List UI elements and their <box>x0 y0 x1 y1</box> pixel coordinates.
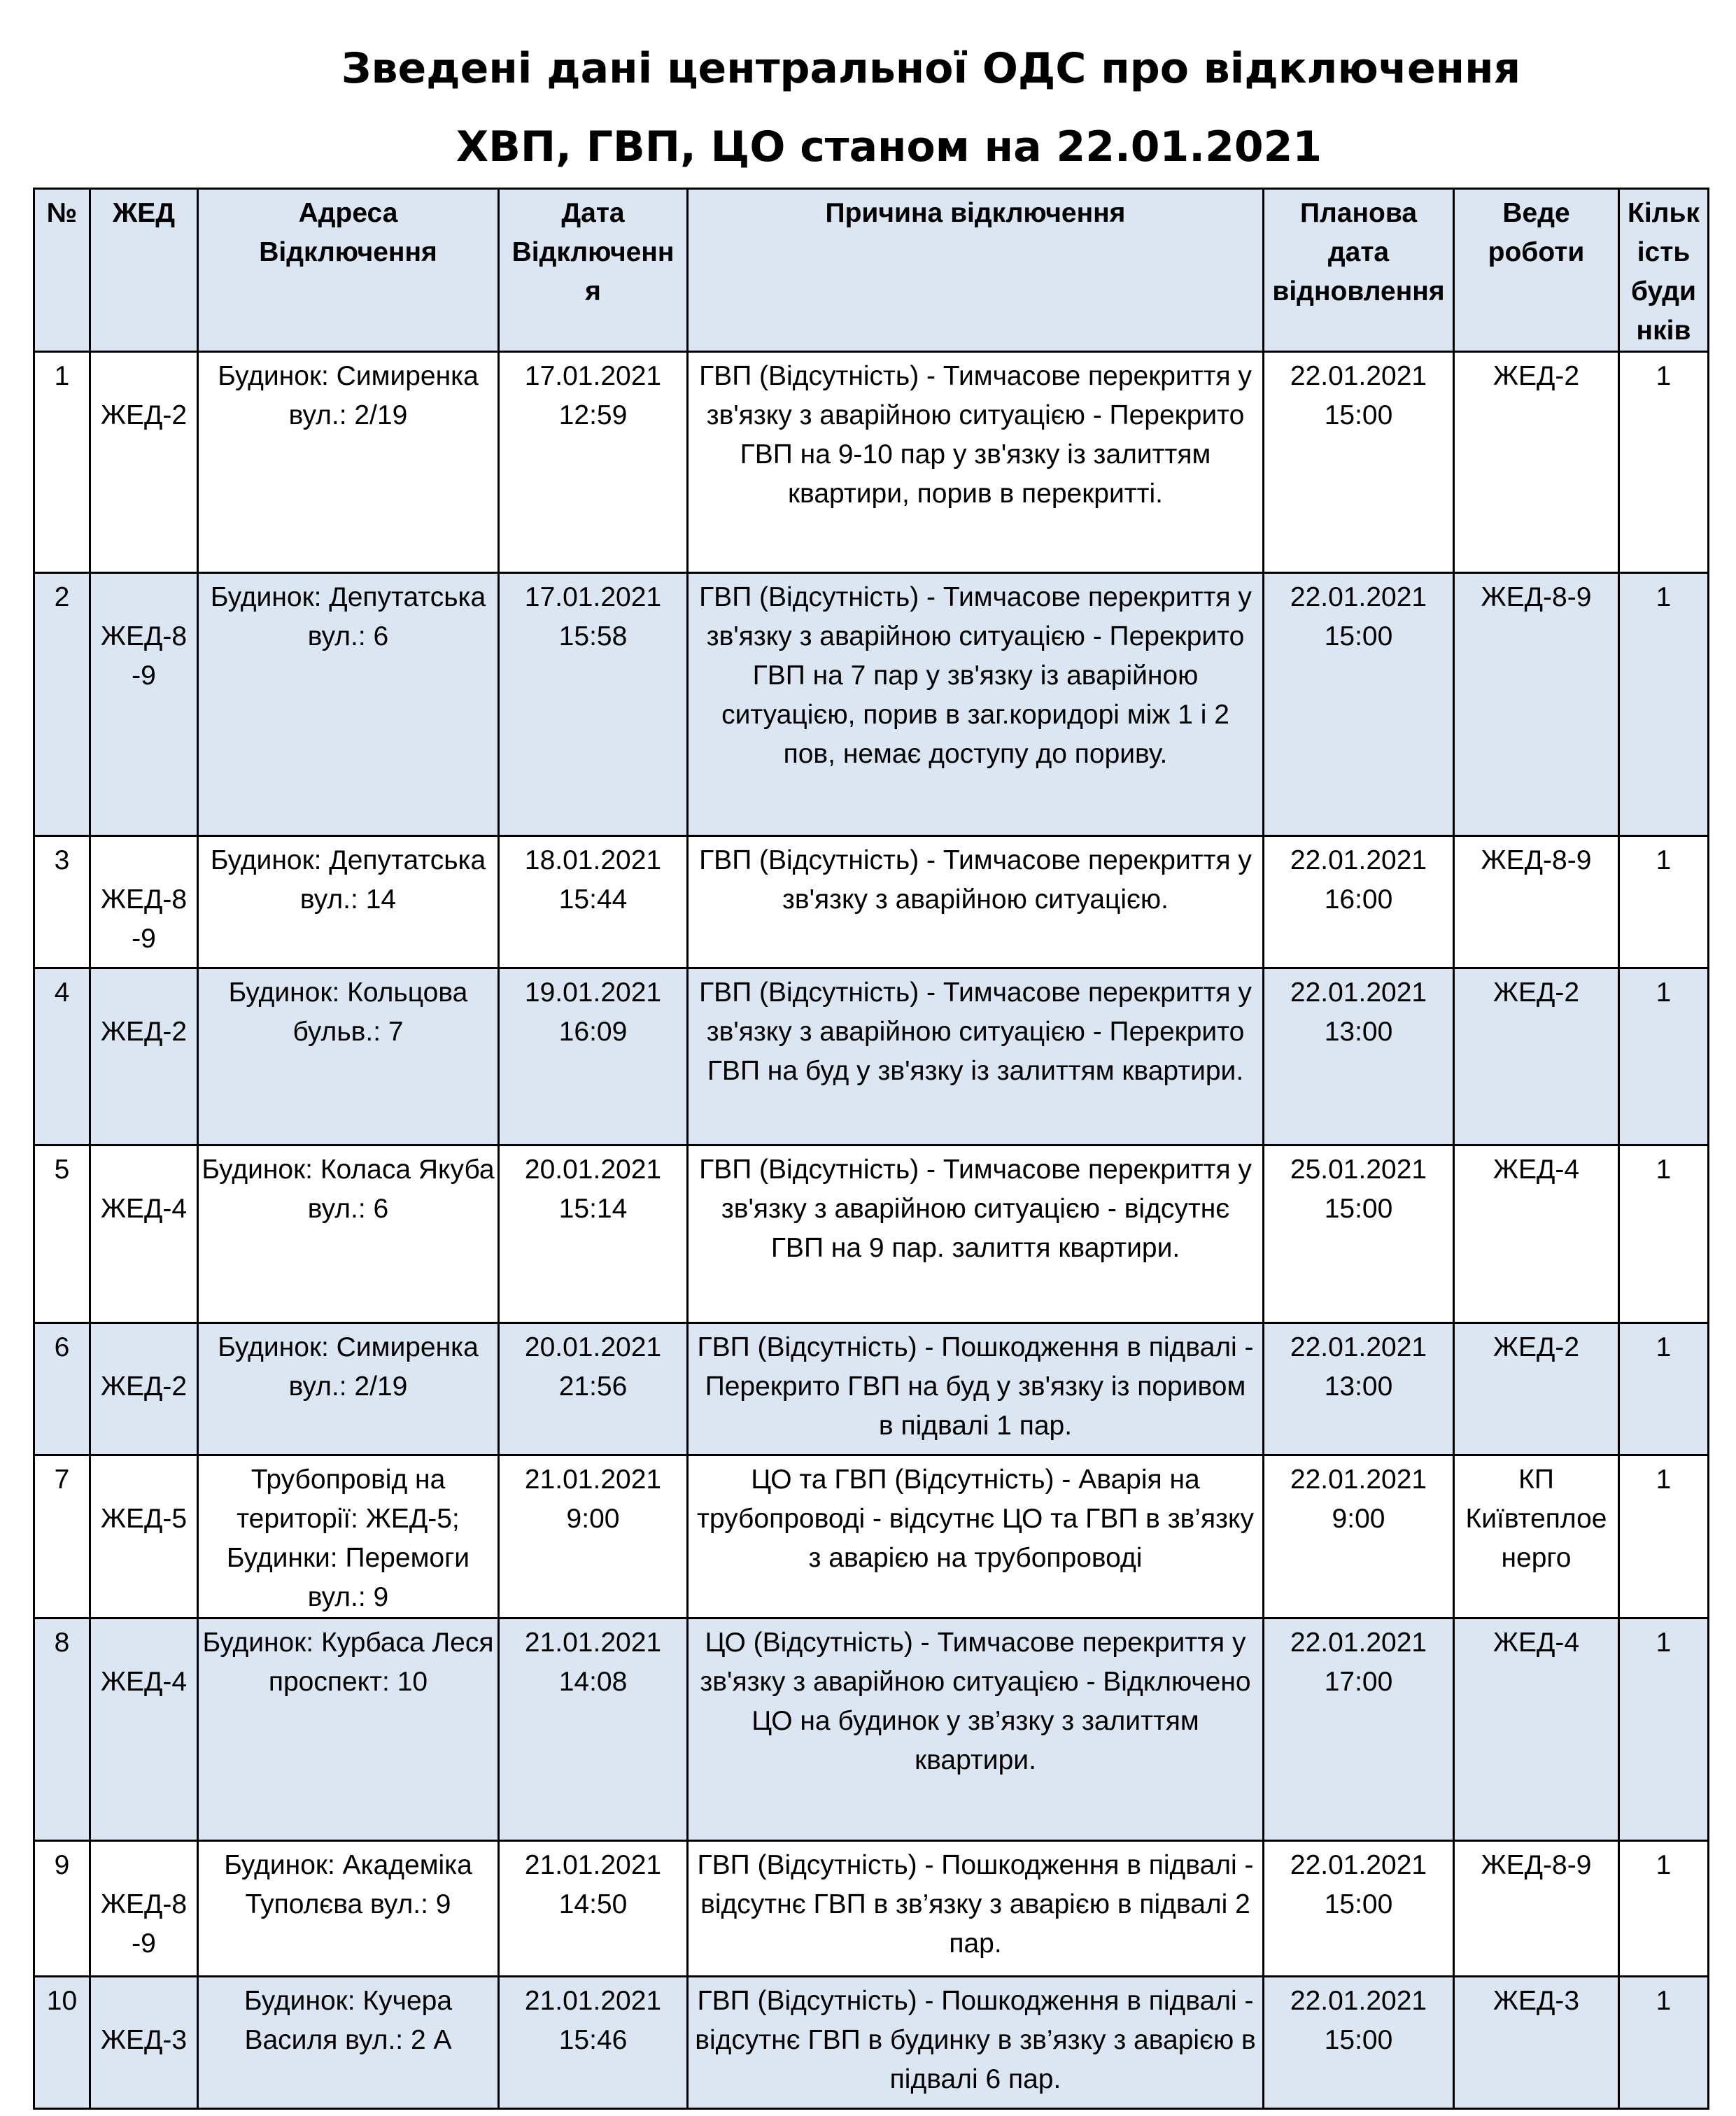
cell-address: Будинок: Коласа Якуба вул.: 6 <box>198 1145 499 1323</box>
cell-num: 5 <box>34 1145 90 1323</box>
cell-buildings: 1 <box>1619 1977 1709 2109</box>
header-reason: Причина відключення <box>688 189 1264 352</box>
cell-date-planned: 22.01.2021 15:00 <box>1264 1977 1454 2109</box>
document-title <box>0 29 1736 186</box>
table-row <box>34 1455 1709 1618</box>
cell-date-planned: 22.01.2021 16:00 <box>1264 836 1454 968</box>
cell-buildings: 1 <box>1619 352 1709 573</box>
cell-works-by: ЖЕД-2 <box>1454 1323 1619 1455</box>
header-buildings: Кількість будинків <box>1619 189 1709 352</box>
header-zhed: ЖЕД <box>90 189 198 352</box>
cell-reason: ГВП (Відсутність) - Пошкодження в підвалі - Перекрито ГВП на буд у зв'язку із поривом в підвалі 1 пар. <box>688 1323 1264 1455</box>
cell-date-off: 21.01.2021 9:00 <box>499 1455 688 1618</box>
cell-buildings: 1 <box>1619 1618 1709 1841</box>
table-row <box>34 1977 1709 2109</box>
header-date-off: Дата Відключення <box>499 189 688 352</box>
cell-date-planned: 22.01.2021 15:00 <box>1264 352 1454 573</box>
cell-num: 2 <box>34 573 90 836</box>
table-row <box>34 573 1709 836</box>
cell-address: Будинок: Симиренка вул.: 2/19 <box>198 1323 499 1455</box>
cell-works-by: ЖЕД-8-9 <box>1454 836 1619 968</box>
cell-buildings: 1 <box>1619 573 1709 836</box>
cell-reason: ГВП (Відсутність) - Пошкодження в підвалі - відсутнє ГВП в будинку в зв’язку з аварією в підвалі 6 пар. <box>688 1977 1264 2109</box>
cell-works-by: ЖЕД-4 <box>1454 1618 1619 1841</box>
cell-date-off: 20.01.2021 15:14 <box>499 1145 688 1323</box>
cell-works-by: ЖЕД-2 <box>1454 352 1619 573</box>
cell-date-off: 21.01.2021 14:50 <box>499 1841 688 1977</box>
cell-buildings: 1 <box>1619 836 1709 968</box>
table-header-row <box>34 189 1709 352</box>
cell-zhed: ЖЕД-3 <box>90 1977 198 2109</box>
cell-address: Будинок: Симиренка вул.: 2/19 <box>198 352 499 573</box>
cell-date-planned: 22.01.2021 13:00 <box>1264 1323 1454 1455</box>
cell-date-planned: 25.01.2021 15:00 <box>1264 1145 1454 1323</box>
cell-works-by: ЖЕД-4 <box>1454 1145 1619 1323</box>
cell-address: Будинок: Депутатська вул.: 6 <box>198 573 499 836</box>
cell-zhed: ЖЕД-8-9 <box>90 836 198 968</box>
cell-address: Будинок: Кучера Василя вул.: 2 А <box>198 1977 499 2109</box>
cell-num: 6 <box>34 1323 90 1455</box>
cell-zhed: ЖЕД-4 <box>90 1618 198 1841</box>
cell-address: Будинок: Академіка Туполєва вул.: 9 <box>198 1841 499 1977</box>
cell-date-off: 21.01.2021 14:08 <box>499 1618 688 1841</box>
cell-zhed: ЖЕД-2 <box>90 1323 198 1455</box>
cell-reason: ГВП (Відсутність) - Тимчасове перекриття у зв'язку з аварійною ситуацією - Перекрито ГВП на буд у зв'язку із залиттям квартири. <box>688 968 1264 1145</box>
cell-address: Трубопровід на території: ЖЕД-5; Будинки: Перемоги вул.: 9 <box>198 1455 499 1618</box>
cell-num: 9 <box>34 1841 90 1977</box>
cell-zhed: ЖЕД-8-9 <box>90 573 198 836</box>
header-num: № <box>34 189 90 352</box>
cell-works-by: ЖЕД-8-9 <box>1454 573 1619 836</box>
cell-zhed: ЖЕД-4 <box>90 1145 198 1323</box>
title-line-1: Зведені дані центральної ОДС про відключення <box>341 44 1521 93</box>
cell-reason: ГВП (Відсутність) - Тимчасове перекриття у зв'язку з аварійною ситуацією - Перекрито ГВП на 9-10 пар у зв'язку із залиттям квартири, порив в перекритті. <box>688 352 1264 573</box>
table-row <box>34 968 1709 1145</box>
cell-num: 8 <box>34 1618 90 1841</box>
title-line-2: ХВП, ГВП, ЦО станом на 22.01.2021 <box>456 122 1322 171</box>
table-row <box>34 352 1709 573</box>
cell-zhed: ЖЕД-5 <box>90 1455 198 1618</box>
cell-buildings: 1 <box>1619 1841 1709 1977</box>
table-row <box>34 1145 1709 1323</box>
cell-date-off: 18.01.2021 15:44 <box>499 836 688 968</box>
table-row <box>34 1618 1709 1841</box>
cell-reason: ЦО та ГВП (Відсутність) - Аварія на трубопроводі - відсутнє ЦО та ГВП в зв’язку з аварією на трубопроводі <box>688 1455 1264 1618</box>
cell-date-off: 21.01.2021 15:46 <box>499 1977 688 2109</box>
cell-num: 7 <box>34 1455 90 1618</box>
cell-date-off: 19.01.2021 16:09 <box>499 968 688 1145</box>
cell-num: 3 <box>34 836 90 968</box>
cell-works-by: КП Київтеплоенерго <box>1454 1455 1619 1618</box>
cell-reason: ГВП (Відсутність) - Пошкодження в підвалі - відсутнє ГВП в зв’язку з аварією в підвалі 2 пар. <box>688 1841 1264 1977</box>
outages-table <box>33 188 1709 2110</box>
header-works-by: Веде роботи <box>1454 189 1619 352</box>
header-date-planned: Планова дата відновлення <box>1264 189 1454 352</box>
cell-works-by: ЖЕД-2 <box>1454 968 1619 1145</box>
cell-zhed: ЖЕД-2 <box>90 968 198 1145</box>
cell-address: Будинок: Курбаса Леся проспект: 10 <box>198 1618 499 1841</box>
cell-zhed: ЖЕД-2 <box>90 352 198 573</box>
cell-reason: ГВП (Відсутність) - Тимчасове перекриття у зв'язку з аварійною ситуацією. <box>688 836 1264 968</box>
cell-date-planned: 22.01.2021 15:00 <box>1264 573 1454 836</box>
cell-address: Будинок: Депутатська вул.: 14 <box>198 836 499 968</box>
cell-zhed: ЖЕД-8-9 <box>90 1841 198 1977</box>
cell-reason: ГВП (Відсутність) - Тимчасове перекриття у зв'язку з аварійною ситуацією - відсутнє ГВП на 9 пар. залиття квартири. <box>688 1145 1264 1323</box>
cell-date-planned: 22.01.2021 9:00 <box>1264 1455 1454 1618</box>
cell-date-planned: 22.01.2021 15:00 <box>1264 1841 1454 1977</box>
cell-date-off: 17.01.2021 12:59 <box>499 352 688 573</box>
cell-date-planned: 22.01.2021 13:00 <box>1264 968 1454 1145</box>
cell-buildings: 1 <box>1619 1455 1709 1618</box>
cell-buildings: 1 <box>1619 1145 1709 1323</box>
table-row <box>34 1841 1709 1977</box>
cell-works-by: ЖЕД-3 <box>1454 1977 1619 2109</box>
header-address: Адреса Відключення <box>198 189 499 352</box>
cell-date-off: 17.01.2021 15:58 <box>499 573 688 836</box>
cell-works-by: ЖЕД-8-9 <box>1454 1841 1619 1977</box>
cell-buildings: 1 <box>1619 1323 1709 1455</box>
table-row <box>34 1323 1709 1455</box>
cell-num: 4 <box>34 968 90 1145</box>
cell-date-off: 20.01.2021 21:56 <box>499 1323 688 1455</box>
table-row <box>34 836 1709 968</box>
cell-reason: ГВП (Відсутність) - Тимчасове перекриття у зв'язку з аварійною ситуацією - Перекрито ГВП на 7 пар у зв'язку із аварійною ситуацією, порив в заг.коридорі між 1 і 2 пов, немає доступу до пориву. <box>688 573 1264 836</box>
cell-num: 10 <box>34 1977 90 2109</box>
cell-buildings: 1 <box>1619 968 1709 1145</box>
cell-date-planned: 22.01.2021 17:00 <box>1264 1618 1454 1841</box>
cell-num: 1 <box>34 352 90 573</box>
cell-reason: ЦО (Відсутність) - Тимчасове перекриття у зв'язку з аварійною ситуацією - Відключено ЦО на будинок у зв’язку з залиттям квартири. <box>688 1618 1264 1841</box>
cell-address: Будинок: Кольцова бульв.: 7 <box>198 968 499 1145</box>
